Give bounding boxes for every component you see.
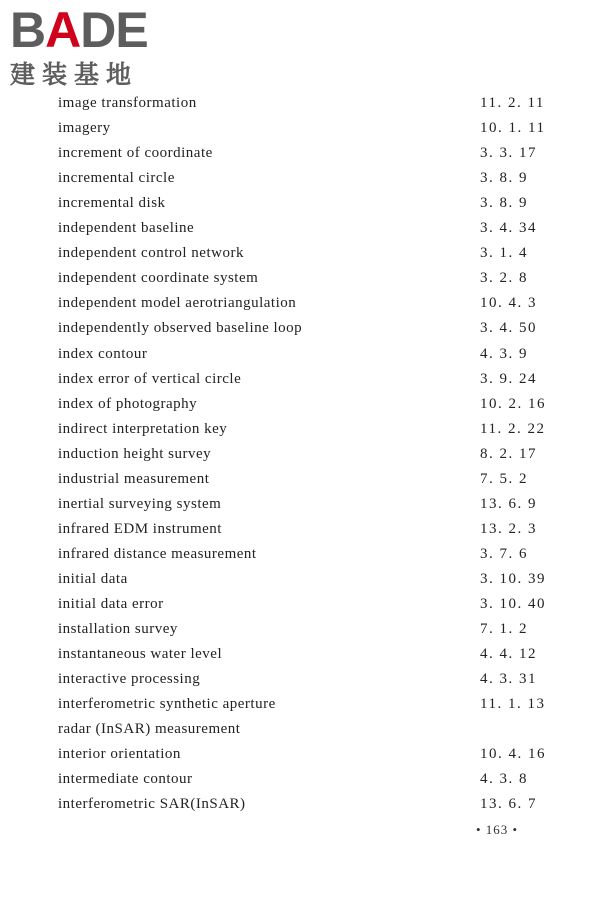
index-entry-reference: 13. 6. 9 <box>480 496 537 512</box>
index-entry-term: intermediate contour <box>58 771 193 787</box>
index-entry-reference: 11. 2. 11 <box>480 95 545 111</box>
index-entry-reference: 8. 2. 17 <box>480 446 537 462</box>
index-entry-term: index of photography <box>58 396 198 412</box>
index-entry-reference: 7. 1. 2 <box>480 621 528 637</box>
index-entry-reference: 10. 2. 16 <box>480 396 546 412</box>
index-entry-reference: 13. 2. 3 <box>480 521 537 537</box>
index-entry-reference: 3. 3. 17 <box>480 145 537 161</box>
index-entry-term: interferometric synthetic aperture <box>58 696 276 712</box>
index-entry-reference: 13. 6. 7 <box>480 796 537 812</box>
index-entry-term: independent coordinate system <box>58 270 259 286</box>
index-entry-reference: 3. 8. 9 <box>480 170 528 186</box>
index-entry-term: interactive processing <box>58 671 201 687</box>
index-entry-reference: 3. 7. 6 <box>480 546 528 562</box>
logo-chinese-text: 建装基地 <box>10 60 139 89</box>
index-entry-term: indirect interpretation key <box>58 421 228 437</box>
index-entry-reference: 7. 5. 2 <box>480 471 528 487</box>
index-entry-term: independent model aerotriangulation <box>58 295 297 311</box>
index-entry-term: imagery <box>58 120 111 136</box>
index-entry-term: installation survey <box>58 621 178 637</box>
index-entry-reference: 10. 1. 11 <box>480 120 546 136</box>
index-entry-reference: 3. 4. 34 <box>480 220 537 236</box>
index-entry-reference: 4. 4. 12 <box>480 646 537 662</box>
index-entry-reference: 3. 4. 50 <box>480 320 537 336</box>
index-entry-reference: 4. 3. 31 <box>480 671 537 687</box>
index-entry-term: incremental disk <box>58 195 166 211</box>
index-entry-reference: 3. 8. 9 <box>480 195 528 211</box>
logo-accent-letter: A <box>45 2 81 58</box>
index-entry-term: induction height survey <box>58 446 212 462</box>
logo-wordmark: BADE <box>10 2 148 58</box>
index-entry-reference: 3. 2. 8 <box>480 270 528 286</box>
index-entry-reference: 3. 10. 39 <box>480 571 546 587</box>
index-entry-term: initial data <box>58 571 128 587</box>
index-entry-term: image transformation <box>58 95 197 111</box>
index-entry-reference: 4. 3. 9 <box>480 346 528 362</box>
index-entry-term: independent control network <box>58 245 244 261</box>
index-entry-term: interferometric SAR(InSAR) <box>58 796 246 812</box>
index-entry-term: incremental circle <box>58 170 175 186</box>
index-entry-term: initial data error <box>58 596 164 612</box>
index-entry-term: infrared EDM instrument <box>58 521 222 537</box>
index-entry-reference: 3. 9. 24 <box>480 371 537 387</box>
index-entry-reference: 10. 4. 16 <box>480 746 546 762</box>
index-entry-term: index contour <box>58 346 148 362</box>
index-entry-reference: 10. 4. 3 <box>480 295 537 311</box>
index-entry-term: instantaneous water level <box>58 646 223 662</box>
index-entry-term: industrial measurement <box>58 471 210 487</box>
index-entry-term: infrared distance measurement <box>58 546 257 562</box>
index-entry-term: radar (InSAR) measurement <box>58 721 241 737</box>
index-entry-term: independent baseline <box>58 220 195 236</box>
index-entry-term: increment of coordinate <box>58 145 213 161</box>
page-number: • 163 • <box>476 822 519 837</box>
index-entry-reference: 3. 1. 4 <box>480 245 528 261</box>
index-entry-reference: 4. 3. 8 <box>480 771 528 787</box>
index-entry-term: independently observed baseline loop <box>58 320 303 336</box>
index-entry-reference: 11. 2. 22 <box>480 421 546 437</box>
index-entry-reference: 3. 10. 40 <box>480 596 546 612</box>
index-entry-term: index error of vertical circle <box>58 371 242 387</box>
index-entry-term: interior orientation <box>58 746 181 762</box>
index-entry-term: inertial surveying system <box>58 496 222 512</box>
index-entry-reference: 11. 1. 13 <box>480 696 546 712</box>
